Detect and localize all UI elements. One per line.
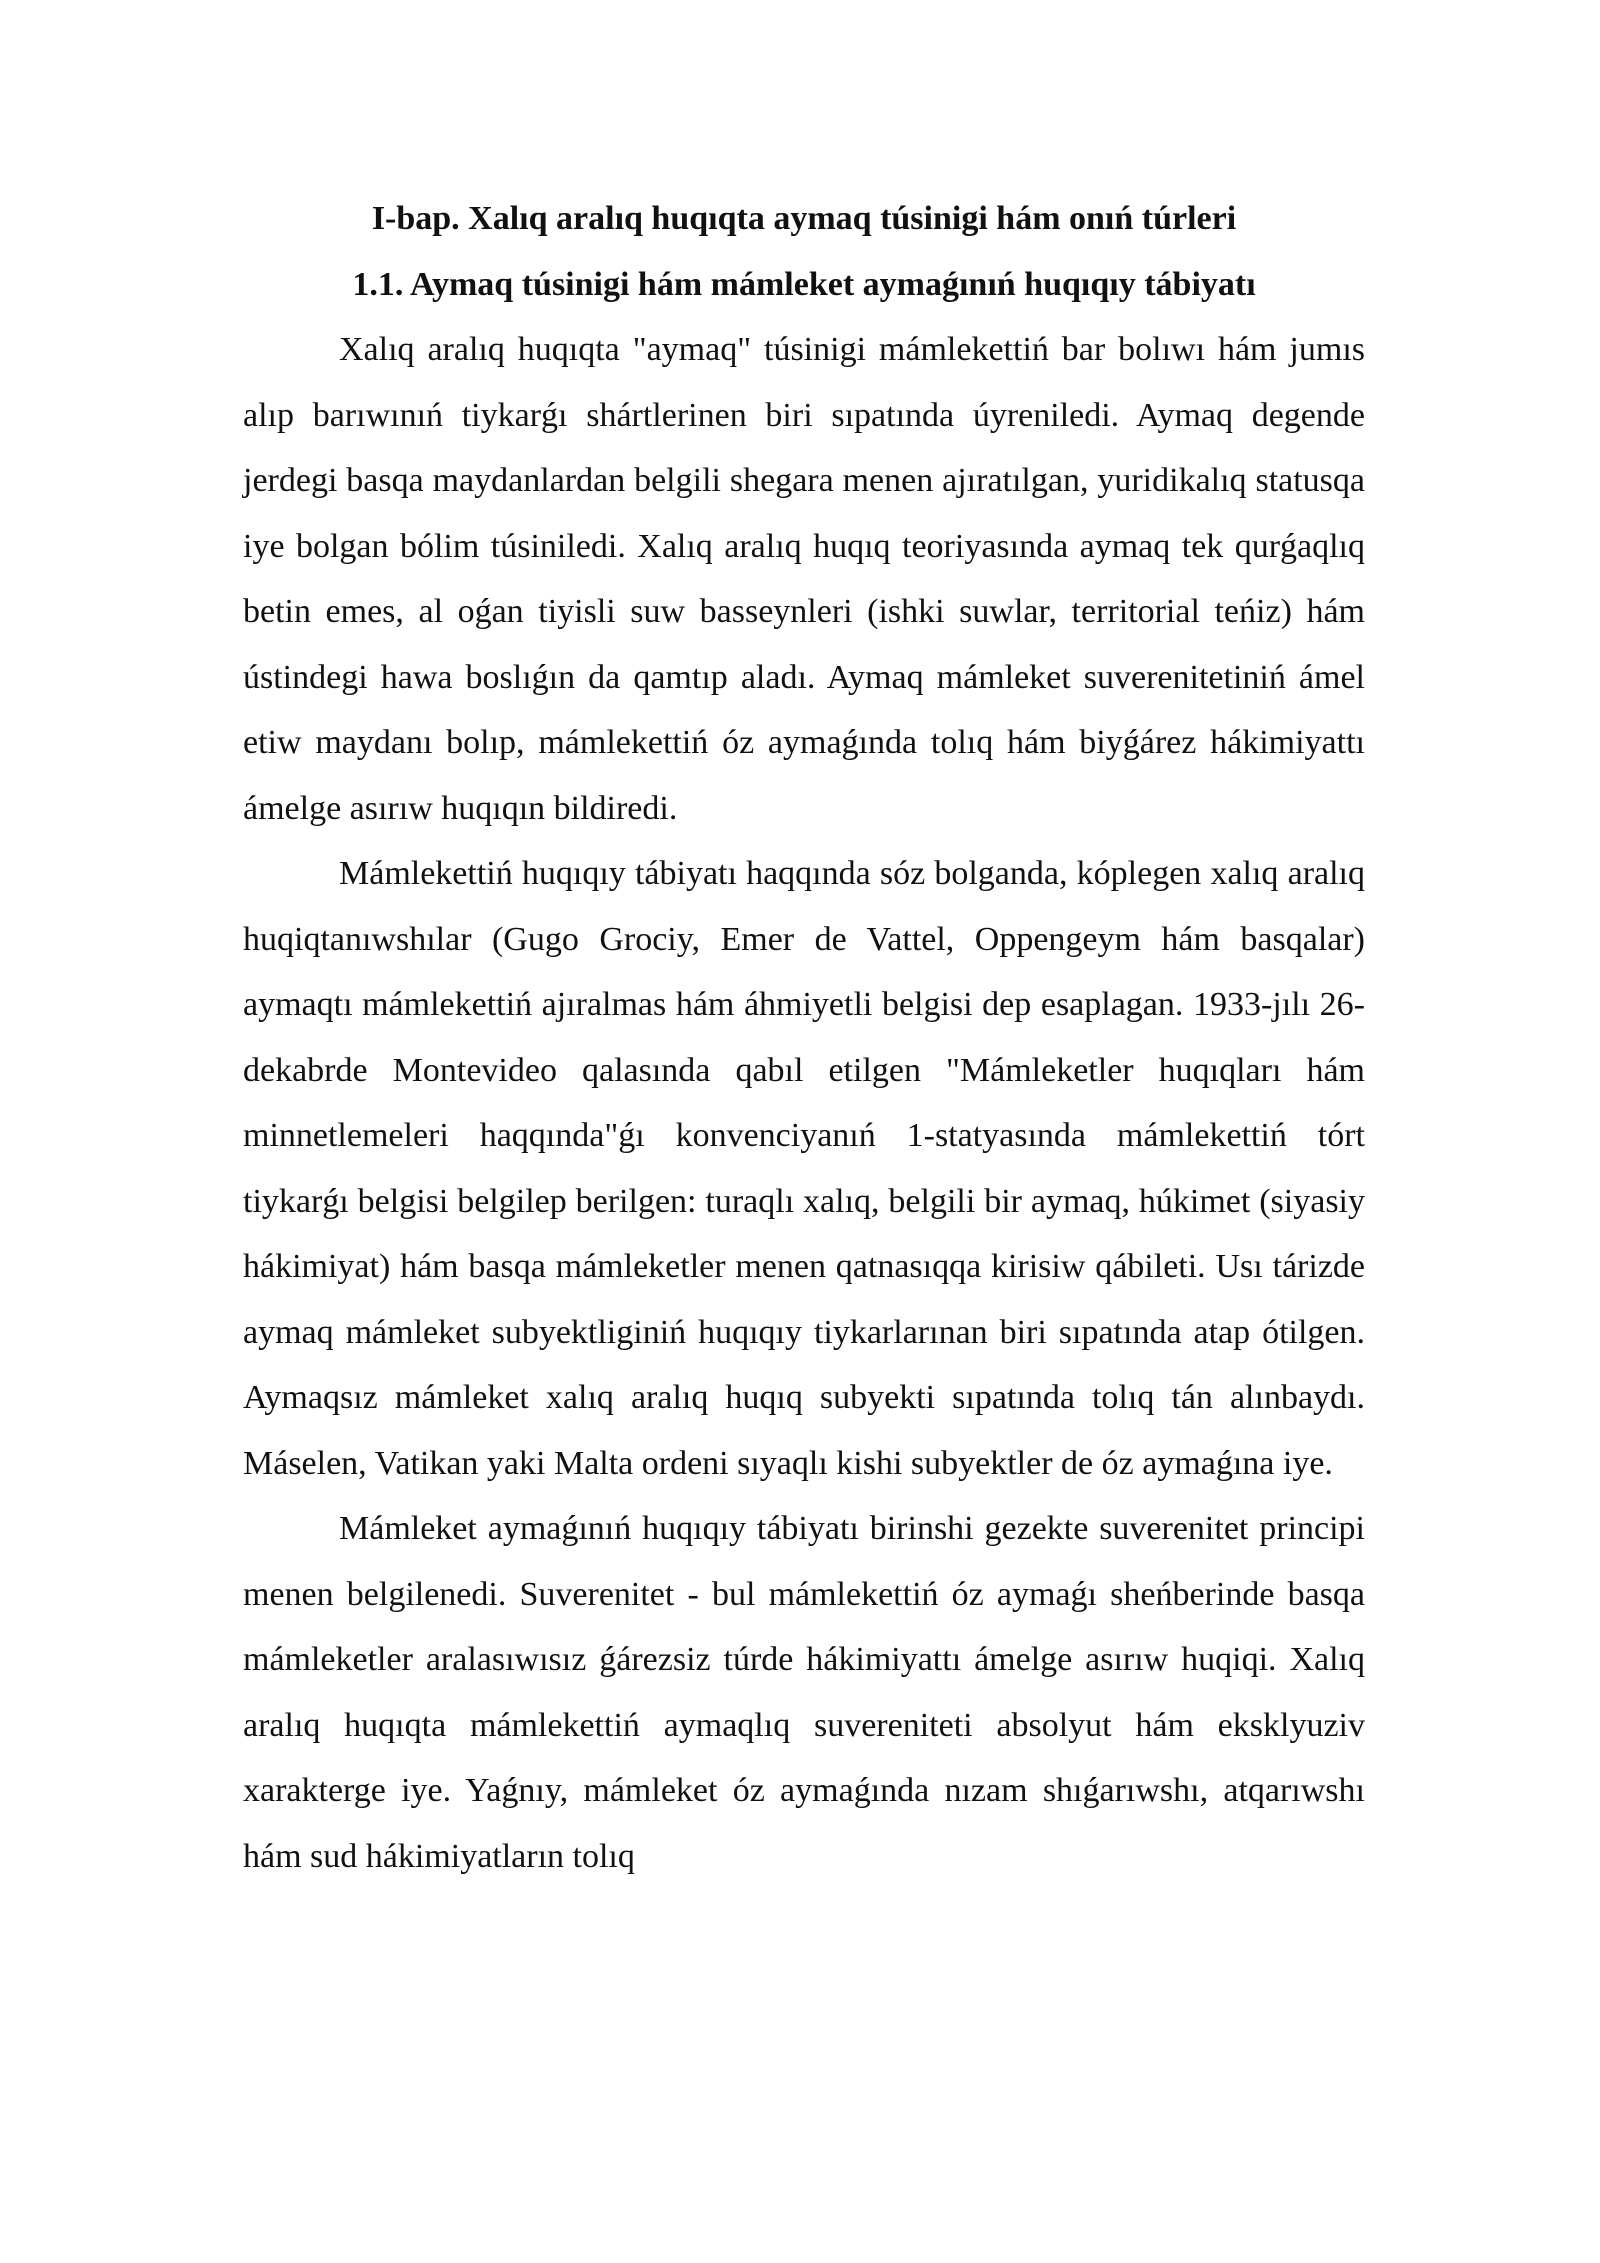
- document-page: [243, 186, 1365, 1889]
- chapter-title: I-bap. Xalıq aralıq huqıqta aymaq túsinigi hám onıń túrleri: [371, 200, 1237, 237]
- paragraph-3: Mámleket aymaǵınıń huqıqıy tábiyatı birinshi gezekte suverenitet principi menen belgilenedi. Suverenitet - bul mámlekettiń óz aymaǵı sheńberinde basqa mámleketler aralasıwısız ǵárezsiz túrde hákimiyattı ámelge asırıw huqiqi. Xalıq aralıq huqıqta mámlekettiń aymaqlıq suvereniteti absolyut hám eksklyuziv xarakterge iye. Yaǵnıy, mámleket óz aymaǵında nızam shıǵarıwshı, atqarıwshı hám sud hákimiyatların tolıq: [243, 1510, 1365, 1875]
- paragraph-2: Mámlekettiń huqıqıy tábiyatı haqqında sóz bolganda, kóplegen xalıq aralıq huqiqtanıwshılar (Gugo Grociy, Emer de Vattel, Oppengeym hám basqalar) aymaqtı mámlekettiń ajıralmas hám áhmiyetli belgisi dep esaplagan. 1933-jılı 26-dekabrde Montevideo qalasında qabıl etilgen "Mámleketler huqıqları hám minnetlemeleri haqqında"ǵı konvenciyanıń 1-statyasında mámlekettiń tórt tiykarǵı belgisi belgilep berilgen: turaqlı xalıq, belgili bir aymaq, húkimet (siyasiy hákimiyat) hám basqa mámleketler menen qatnasıqqa kirisiw qábileti. Usı tárizde aymaq mámleket subyektliginiń huqıqıy tiykarlarınan biri sıpatında atap ótilgen. Aymaqsız mámleket xalıq aralıq huqıq subyekti sıpatında tolıq tán alınbaydı. Máselen, Vatikan yaki Malta ordeni sıyaqlı kishi subyektler de óz aymaǵına iye.: [243, 855, 1365, 1482]
- section-title: 1.1. Aymaq túsinigi hám mámleket aymaǵınıń huqıqıy tábiyatı: [352, 265, 1256, 303]
- paragraph-1: Xalıq aralıq huqıqta "aymaq" túsinigi mámlekettiń bar bolıwı hám jumıs alıp barıwınıń tiykarǵı shártlerinen biri sıpatında úyreniledi. Aymaq degende jerdegi basqa maydanlardan belgili shegara menen ajıratılgan, yuridikalıq statusqa iye bolgan bólim túsiniledi. Xalıq aralıq huqıq teoriyasında aymaq tek qurǵaqlıq betin emes, al oǵan tiyisli suw basseynleri (ishki suwlar, territorial teńiz) hám ústindegi hawa boslıǵın da qamtıp aladı. Aymaq mámleket suverenitetiniń ámel etiw maydanı bolıp, mámlekettiń óz aymaǵında tolıq hám biyǵárez hákimiyattı ámelge asırıw huqıqın bildiredi.: [243, 331, 1365, 827]
